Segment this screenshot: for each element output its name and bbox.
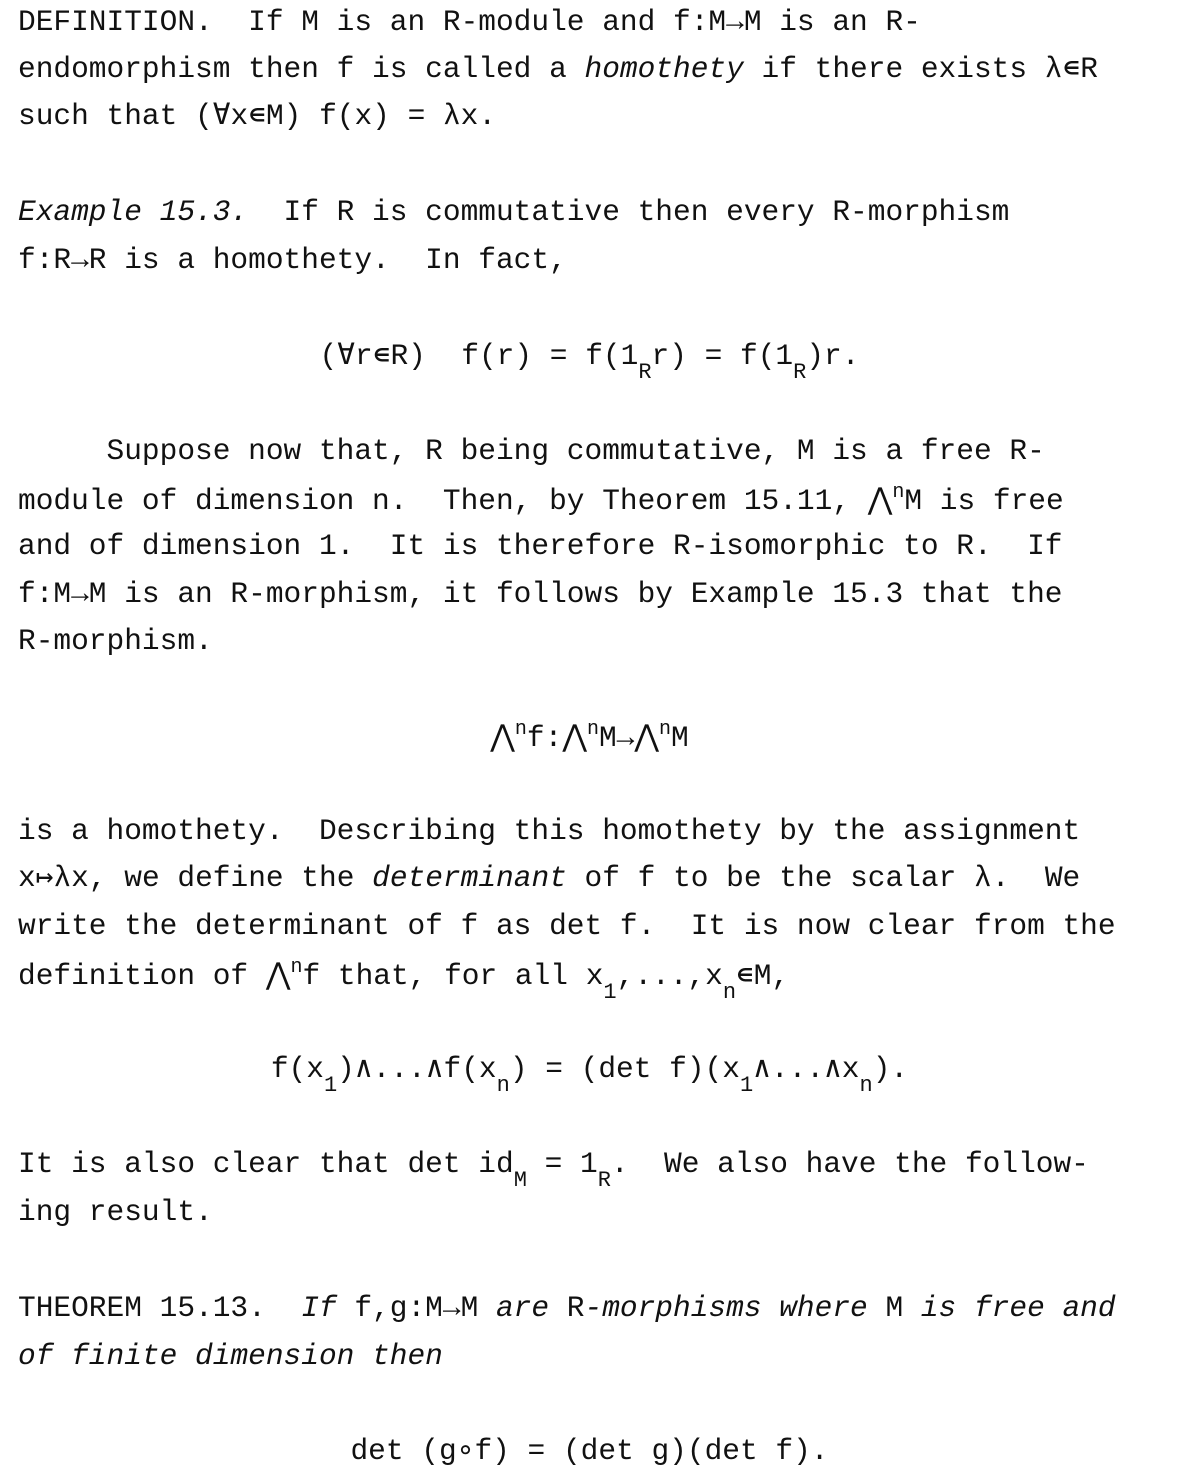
para3-line-1: It is also clear that $\det id_M = 1_R$. We also have the follow- [18, 1147, 1089, 1193]
para1-line-2: module of dimension n. Then, by Theorem 15.11, ⋀$^n$M is free [18, 481, 1064, 518]
definition-label: DEFINITION. [18, 5, 213, 39]
definition-line-3: such that (∀x∊M) f(x) = λx. [18, 99, 497, 133]
para3-line-2: ing result. [18, 1195, 213, 1229]
theorem-line-1: THEOREM 15.13. If f,g:M→M are R-morphisms where M is free and [18, 1291, 1116, 1325]
exterior-power-symbol: ⋀ [867, 482, 893, 517]
display-wedge-product-identity: $f(x_1)\wedge...\wedge f(x_n) = (\det$ $f)(x_1\wedge...\wedge x_n)$. [270, 1052, 909, 1098]
para2-line-2: x↦λx, we define the determinant of f to be the scalar λ. We [18, 861, 1081, 895]
theorem-label: THEOREM 15.13. [18, 1291, 266, 1325]
para2-line-1: is a homothety. Describing this homothety by the assignment [18, 814, 1081, 848]
definition-line-2: endomorphism then f is called a homothety if there exists λ∊R [18, 52, 1098, 86]
example-line-1: Example 15.3. If R is commutative then every R-morphism [18, 195, 1010, 229]
theorem-line-2: of finite dimension then [18, 1339, 443, 1373]
example-line-2: f:R→R is a homothety. In fact, [18, 243, 567, 277]
para1-line-1: Suppose now that, R being commutative, M is a free R- [18, 434, 1045, 468]
display-determinant-multiplicativity: det (g∘f) = (det g)(det f). [350, 1434, 829, 1468]
display-exterior-power-map: ⋀$^n$f:⋀$^n$M→⋀$^n$M [490, 718, 689, 755]
para2-line-3: write the determinant of f as det f. It is now clear from the [18, 909, 1116, 943]
term-homothety: homothety [584, 52, 744, 86]
definition-line-1: DEFINITION. If M is an R-module and f:M→M is an R- [18, 5, 921, 39]
para2-line-4: definition of ⋀$^n$f that, for all $x_1,...,x_n∊M$, [18, 956, 790, 1005]
example-equation: (∀r∊R) $f(r) = f(1_Rr) = f(1_R)r$. [319, 339, 860, 385]
para1-line-3: and of dimension 1. It is therefore R-isomorphic to R. If [18, 529, 1063, 563]
example-label: Example 15.3. [18, 195, 249, 229]
para1-line-4: f:M→M is an R-morphism, it follows by Example 15.3 that the [18, 577, 1063, 611]
para1-line-5: R-morphism. [18, 624, 213, 658]
term-determinant: determinant [372, 861, 567, 895]
